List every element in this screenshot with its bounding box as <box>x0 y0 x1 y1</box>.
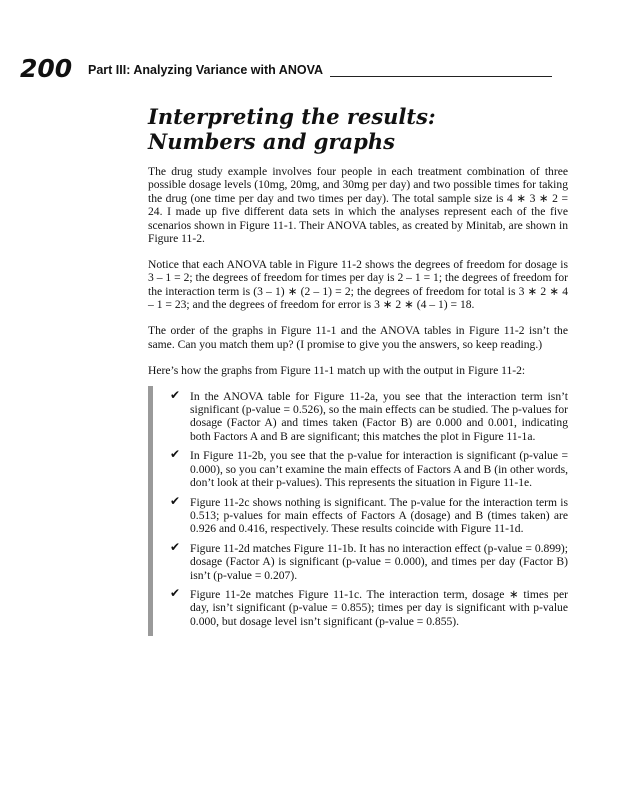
section-title <box>148 104 568 154</box>
paragraph-4: Here’s how the graphs from Figure 11-1 match up with the output in Figure 11-2: <box>148 363 526 377</box>
paragraph-1: The drug study example involves four people in each treatment combination of three possible dosage levels (10mg, 20mg, and 30mg per day) and two possible times for taking the drug (one time per day and two times per day). The total sample size is 4 ∗ 3 ∗ 2 = 24. I made up five different data sets in which the analyses represent each of the five scenarios shown in Figure 11-1. Their ANOVA tables, as created by Minitab, are shown in Figure 11-2. <box>148 165 568 246</box>
list-item-text: Figure 11-2e matches Figure 11-1c. The interaction term, dosage ∗ times per day, isn’t significant (p-value = 0.855); times per day is significant with p-value 0.000, but dosage level isn’t significant (p-value = 0.855). <box>190 587 568 628</box>
list-item <box>170 387 568 444</box>
list-item <box>170 585 568 628</box>
part-title: Part III: Analyzing Variance with ANOVA <box>88 63 324 77</box>
list-item-text: In Figure 11-2b, you see that the p-value for interaction is significant (p-value = 0.000), so you can’t examine the main effects of Factors A and B (in other words, don’t look at their p-values). This represents the situation in Figure 11-1e. <box>190 449 568 490</box>
checkmark-icon: ✔ <box>170 493 181 508</box>
list-item <box>170 493 568 536</box>
paragraph-3: The order of the graphs in Figure 11-1 and the ANOVA tables in Figure 11-2 isn’t the same. Can you match them up? (I promise to give you the answers, so keep reading.) <box>148 324 568 351</box>
running-header <box>20 56 552 82</box>
list-item-text: In the ANOVA table for Figure 11-2a, you see that the interaction term isn’t significant (p-value = 0.526), so the main effects can be studied. The p-values for dosage (Factor A) and times taken (Factor B) are 0.000 and 0.001, indicating both Factors A and B are significant; this matches the plot in Figure 11-1a. <box>190 389 568 443</box>
checkmark-icon: ✔ <box>170 387 181 402</box>
checkmark-icon: ✔ <box>170 447 181 462</box>
section-title-line-1: Interpreting the results: <box>148 104 436 129</box>
list-item <box>170 449 568 489</box>
list-item <box>170 539 568 582</box>
section-title-line-2: Numbers and graphs <box>148 129 395 154</box>
list-item-text: Figure 11-2d matches Figure 11-1b. It has no interaction effect (p-value = 0.899); dosage (Factor A) is significant (p-value = 0.000), and times per day (Factor B) isn’t (p-value = 0.207). <box>190 541 568 582</box>
page-number: 200 <box>20 54 73 83</box>
checkmark-icon: ✔ <box>170 585 181 600</box>
list-item-text: Figure 11-2c shows nothing is significant. The p-value for the interaction term is 0.513; p-values for main effects of Factors A (dosage) and B (times taken) are 0.926 and 0.416, respectively. These results coincide with Figure 11-1d. <box>190 495 568 536</box>
checkmark-icon: ✔ <box>170 539 181 554</box>
sidebar-bar <box>148 386 153 637</box>
body-text <box>148 165 568 634</box>
bullet-list <box>148 387 568 629</box>
header-rule <box>330 76 552 77</box>
paragraph-2: Notice that each ANOVA table in Figure 11-2 shows the degrees of freedom for dosage is 3 – 1 = 2; the degrees of freedom for times per day is 2 – 1 = 1; the degrees of freedom for the interaction term is (3 – 1) ∗ (2 – 1) = 2; the degrees of freedom for total is 3 ∗ 2 ∗ 4 – 1 = 23; and the degrees of freedom for error is 3 ∗ 2 ∗ (4 – 1) = 18. <box>148 258 568 312</box>
